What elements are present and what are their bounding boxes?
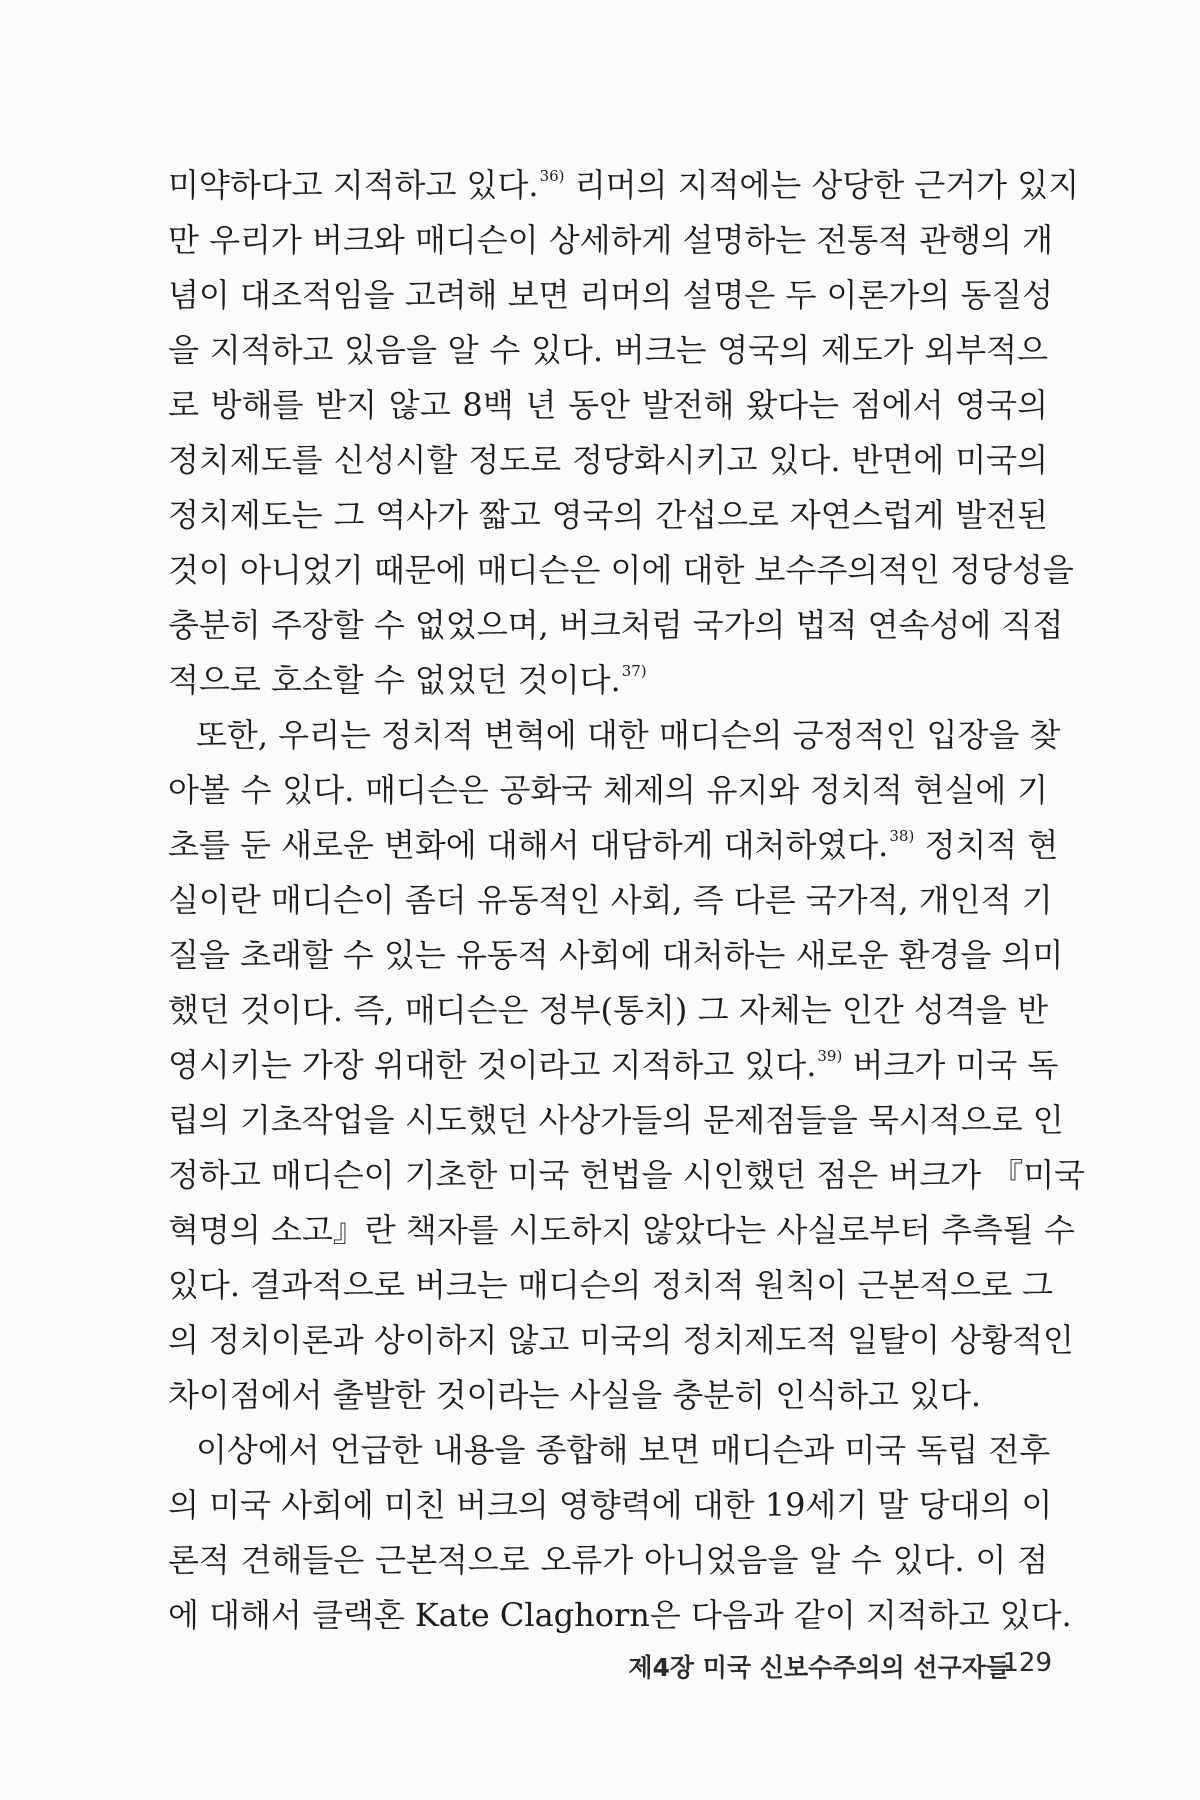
text-line: [168, 598, 1064, 653]
page-footer: [0, 1648, 1200, 1688]
line-text: 립의 기초작업을 시도했던 사상가들의 문제점들을 묵시적으로 인: [168, 1101, 1064, 1139]
line-text: 정치제도를 신성시할 정도로 정당화시키고 있다. 반면에 미국의: [168, 441, 1048, 479]
line-text: 정하고 매디슨이 기초한 미국 헌법을 시인했던 점은 버크가 『미국: [168, 1156, 1086, 1194]
page-number: 129: [1002, 1648, 1052, 1678]
line-text: 영시키는 가장 위대한 것이라고 지적하고 있다.: [168, 1046, 817, 1084]
text-line: [168, 488, 1048, 543]
line-text: 차이점에서 출발한 것이라는 사실을 충분히 인식하고 있다.: [168, 1376, 982, 1414]
line-text: 질을 초래할 수 있는 유동적 사회에 대처하는 새로운 환경을 의미: [168, 936, 1064, 974]
text-line: [168, 378, 1048, 433]
text-line: [168, 1313, 1074, 1368]
text-line: [168, 1148, 1086, 1203]
line-text: 론적 견해들은 근본적으로 오류가 아니었음을 알 수 있다. 이 점: [168, 1541, 1048, 1579]
paragraph: [168, 1423, 1072, 1643]
line-text: 정치제도는 그 역사가 짧고 영국의 간섭으로 자연스럽게 발전된: [168, 496, 1048, 534]
line-text: 념이 대조적임을 고려해 보면 리머의 설명은 두 이론가의 동질성: [168, 276, 1054, 314]
text-line: [168, 653, 1048, 708]
text-line: [168, 928, 1064, 983]
line-text: 또한, 우리는 정치적 변혁에 대한 매디슨의 긍정적인 입장을 찾: [196, 716, 1061, 754]
text-line: [168, 323, 1048, 378]
line-text: 것이 아니었기 때문에 매디슨은 이에 대한 보수주의적인 정당성을: [168, 551, 1074, 589]
line-text: 아볼 수 있다. 매디슨은 공화국 체제의 유지와 정치적 현실에 기: [168, 771, 1048, 809]
line-text-continued: 버크가 미국 독: [842, 1046, 1059, 1084]
paragraph: [168, 708, 1086, 1423]
footnote-marker: 37): [621, 662, 647, 680]
line-text: 초를 둔 새로운 변화에 대해서 대담하게 대처하였다.: [168, 826, 889, 864]
line-text: 의 미국 사회에 미친 버크의 영향력에 대한 19세기 말 당대의 이: [168, 1486, 1053, 1524]
line-text: 을 지적하고 있음을 알 수 있다. 버크는 영국의 제도가 외부적으: [168, 331, 1048, 369]
text-line: [168, 983, 1048, 1038]
text-line: [168, 1258, 1054, 1313]
text-line: [168, 268, 1054, 323]
text-line: [168, 1368, 1048, 1423]
line-text-continued: 정치적 현: [914, 826, 1059, 864]
line-text: 만 우리가 버크와 매디슨이 상세하게 설명하는 전통적 관행의 개: [168, 221, 1054, 259]
text-line: [168, 1093, 1064, 1148]
running-head: 제4장 미국 신보수주의의 선구자들: [628, 1653, 1010, 1682]
line-text: 에 대해서 클랙혼 Kate Claghorn은 다음과 같이 지적하고 있다.: [168, 1596, 1072, 1634]
line-text: 미약하다고 지적하고 있다.: [168, 166, 539, 204]
text-line: [168, 818, 1059, 873]
body-text: [168, 158, 1086, 1643]
text-line: [168, 1533, 1048, 1588]
text-line: [168, 543, 1074, 598]
footnote-marker: 38): [889, 827, 915, 845]
text-line: [168, 158, 1080, 213]
text-line: [168, 433, 1048, 488]
text-line: [168, 708, 1061, 763]
line-text: 로 방해를 받지 않고 8백 년 동안 발전해 왔다는 점에서 영국의: [168, 386, 1048, 424]
text-line: [168, 213, 1054, 268]
line-text-continued: 리머의 지적에는 상당한 근거가 있지: [564, 166, 1080, 204]
text-line: [168, 873, 1053, 928]
line-text: 있다. 결과적으로 버크는 매디슨의 정치적 원칙이 근본적으로 그: [168, 1266, 1054, 1304]
footnote-marker: 36): [539, 167, 565, 185]
text-line: [168, 763, 1048, 818]
text-line: [168, 1203, 1075, 1258]
text-line: [168, 1038, 1059, 1093]
paragraph: [168, 158, 1080, 708]
line-text: 실이란 매디슨이 좀더 유동적인 사회, 즉 다른 국가적, 개인적 기: [168, 881, 1053, 919]
line-text: 했던 것이다. 즉, 매디슨은 정부(통치) 그 자체는 인간 성격을 반: [168, 991, 1048, 1029]
line-text: 적으로 호소할 수 없었던 것이다.: [168, 661, 621, 699]
line-text: 혁명의 소고』란 책자를 시도하지 않았다는 사실로부터 추측될 수: [168, 1211, 1075, 1249]
text-line: [168, 1478, 1053, 1533]
footnote-marker: 39): [817, 1047, 843, 1065]
text-line: [168, 1423, 1051, 1478]
text-line: [168, 1588, 1072, 1643]
line-text: 의 정치이론과 상이하지 않고 미국의 정치제도적 일탈이 상황적인: [168, 1321, 1074, 1359]
line-text: 이상에서 언급한 내용을 종합해 보면 매디슨과 미국 독립 전후: [196, 1431, 1051, 1469]
line-text: 충분히 주장할 수 없었으며, 버크처럼 국가의 법적 연속성에 직접: [168, 606, 1064, 644]
